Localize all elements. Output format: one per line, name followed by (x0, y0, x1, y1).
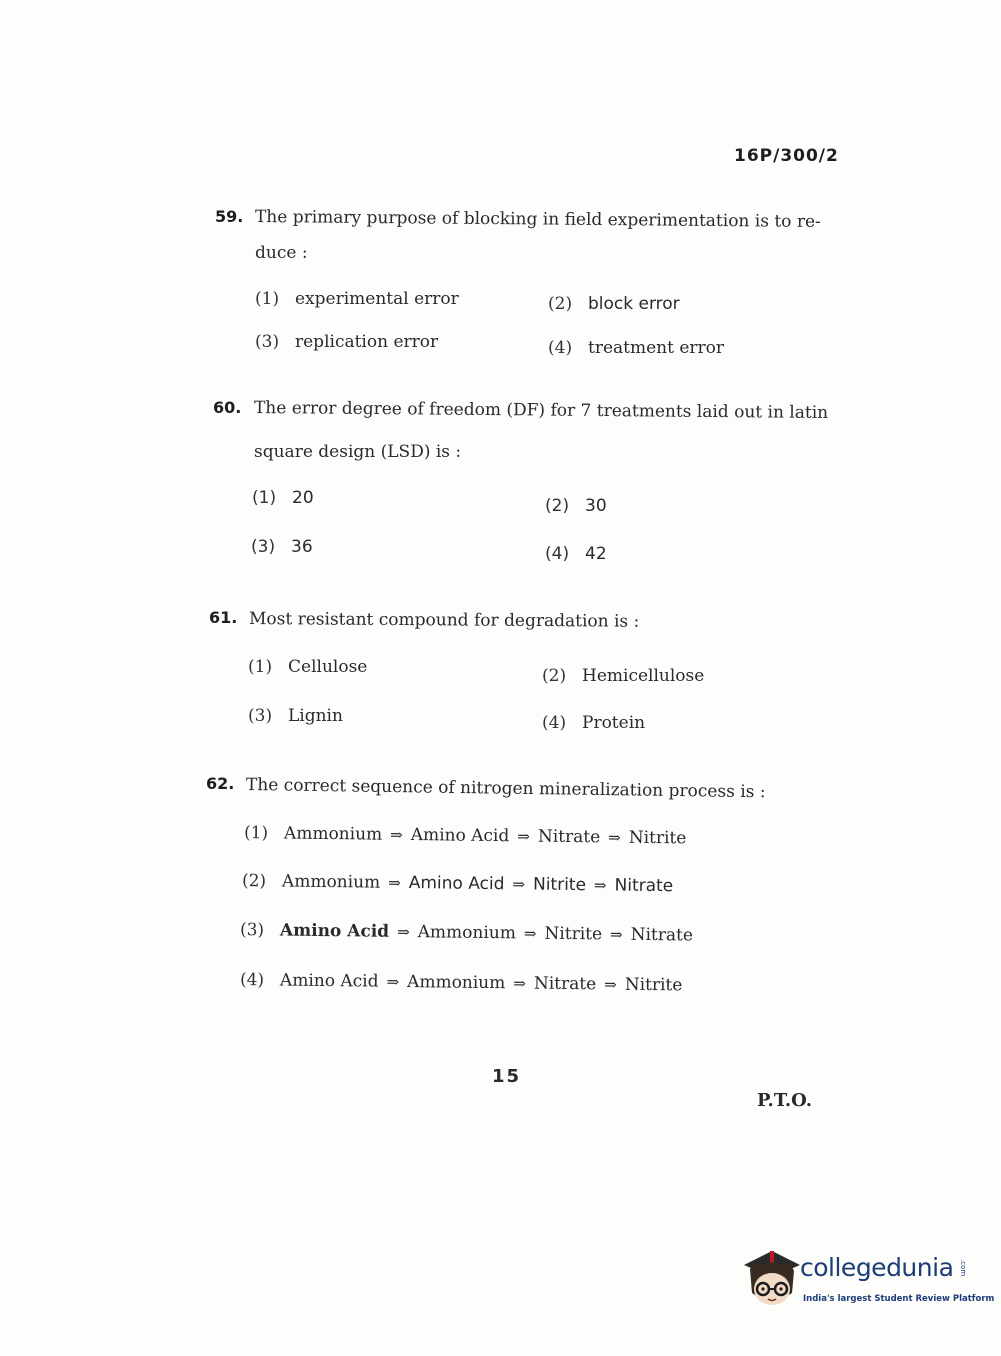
logo-wordmark: collegedunia (800, 1253, 954, 1282)
logo-tagline: India's largest Student Review Platform (803, 1294, 995, 1304)
option-1: (1) Cellulose (248, 657, 368, 677)
arrow-icon: ⇒ (397, 922, 410, 942)
arrow-icon: ⇒ (608, 828, 621, 847)
pto-label: P.T.O. (757, 1090, 813, 1111)
option-2: (2) Ammonium ⇒ Amino Acid ⇒ Nitrite ⇒ Nitrate (241, 871, 674, 897)
logo-suffix: .com (959, 1259, 967, 1277)
question-text: Most resistant compound for degradation is : (248, 609, 640, 632)
option-2: (2) block error (548, 294, 680, 314)
option-4: (4) Protein (542, 713, 646, 733)
question-number: 59. (215, 207, 244, 226)
option-1: (1) experimental error (255, 289, 459, 309)
question-number: 61. (209, 608, 238, 627)
option-4: (4) 42 (545, 544, 607, 564)
question-text-cont: square design (LSD) is : (254, 442, 462, 462)
arrow-icon: ⇒ (593, 876, 607, 895)
arrow-icon: ⇒ (517, 827, 531, 846)
option-4: (4) treatment error (548, 338, 725, 358)
question-number: 62. (206, 774, 235, 793)
option-3: (3) 36 (251, 537, 313, 557)
option-1: (1) 20 (252, 488, 314, 508)
option-2: (2) 30 (545, 496, 607, 516)
option-1: (1) Ammonium ⇒ Amino Acid ⇒ Nitrate ⇒ Nitrite (243, 823, 687, 849)
option-3: (3) Amino Acid ⇒ Ammonium ⇒ Nitrite ⇒ Nitrate (239, 920, 694, 946)
question-number: 60. (213, 398, 242, 417)
arrow-icon: ⇒ (609, 925, 623, 944)
option-3: (3) Lignin (248, 706, 343, 726)
question-text: The correct sequence of nitrogen mineralization process is : (245, 775, 766, 803)
arrow-icon: ⇒ (523, 924, 537, 943)
arrow-icon: ⇒ (512, 875, 526, 894)
arrow-icon: ⇒ (604, 975, 617, 994)
option-4: (4) Amino Acid ⇒ Ammonium ⇒ Nitrate ⇒ Nitrite (239, 970, 683, 996)
mascot-graduate-icon (742, 1247, 802, 1313)
option-2: (2) Hemicellulose (542, 666, 705, 686)
arrow-icon: ⇒ (386, 972, 400, 991)
arrow-icon: ⇒ (513, 974, 527, 993)
arrow-icon: ⇒ (390, 825, 403, 844)
question-text: The primary purpose of blocking in field experimentation is to re- (254, 207, 821, 232)
collegedunia-logo (742, 1247, 995, 1317)
page-number: 15 (492, 1066, 522, 1087)
question-text: The error degree of freedom (DF) for 7 treatments laid out in latin (253, 398, 829, 424)
paper-code: 16P/300/2 (734, 146, 839, 166)
option-3: (3) replication error (255, 332, 439, 352)
arrow-icon: ⇒ (388, 873, 401, 892)
question-text-cont: duce : (255, 243, 308, 263)
